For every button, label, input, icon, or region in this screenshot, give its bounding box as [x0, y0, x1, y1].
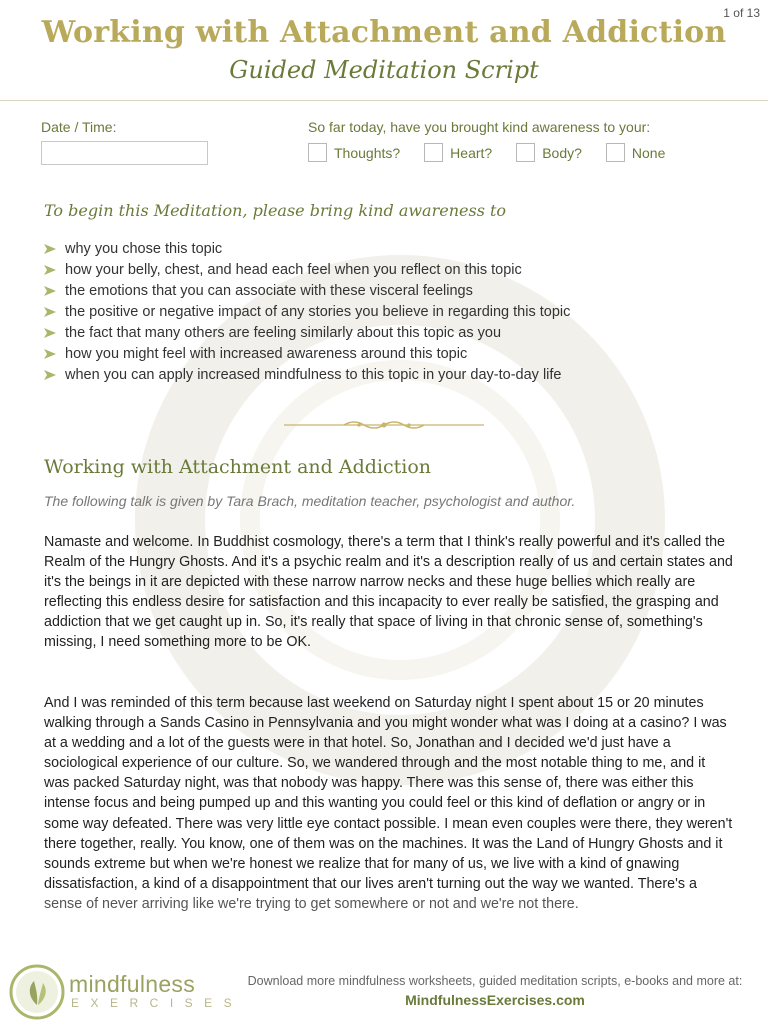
date-time-input[interactable] [41, 141, 208, 165]
paragraph-2-main: And I was reminded of this term because last weekend on Saturday night I spent about 15 or 20 minutes walking through a Sands Casino in Pennsylvania and you might wonder what was I doing at a casino? I was at a wedding and a lot of the guests were in that hotel. So, Jonathan and I decided we'd just have a sociological experience of our culture. So, we wandered through and the most notable thing to me, and it was packed Saturday night, was that nobody was happy. There was this sense of, there was either this intense focus and being pumped up and this wanting you could feel or this kind of deflation or angry or in some way defeated. There was very little eye contact possible. I mean even couples were there, they weren't there together, really. You know, one of them was on the machines. It was the Land of Hungry Ghosts and it sounds extreme but when we're honest we realize that for many of us, we live with a kind of gnawing dissatisfaction, a kind of a disappointment that our lives aren't turning out the way we wanted. There's a [44, 695, 733, 892]
checkbox-label: Body? [542, 144, 582, 161]
awareness-checkboxes [308, 143, 689, 162]
checkbox-body[interactable] [516, 143, 582, 162]
list-item-text: how you might feel with increased awareness around this topic [65, 345, 468, 362]
page-header [0, 14, 768, 86]
list-item-text: how your belly, chest, and head each feel when you reflect on this topic [65, 261, 522, 278]
awareness-list [44, 238, 570, 385]
checkbox-label: Thoughts? [334, 144, 401, 161]
awareness-question: So far today, have you brought kind awareness to your: [308, 119, 651, 135]
list-item-text: when you can apply increased mindfulness to this topic in your day-to-day life [65, 366, 562, 383]
paragraph-2-tail: sense of never arriving like we're trying to get somewhere or not and we're not there. [44, 895, 579, 912]
talk-paragraph-2 [44, 693, 734, 914]
checkbox-none[interactable] [606, 143, 665, 162]
mindfulness-logo-icon [8, 963, 66, 1021]
arrow-bullet-icon [44, 328, 56, 338]
checkbox-heart[interactable] [424, 143, 492, 162]
checkbox-box[interactable] [308, 143, 327, 162]
arrow-bullet-icon [44, 265, 56, 275]
checkbox-label: None [631, 144, 666, 161]
talk-paragraph-1: Namaste and welcome. In Buddhist cosmology, there's a term that I think's really powerful and it's called the Realm of the Hungry Ghosts. And it's a psychic realm and it's a description really of us and certain states and it's the beings in it are depicted with these narrow narrow necks and these huge bellies which really are reflecting this endless desire for satisfaction and this incapacity to ever really be satisfied, the grasping and addiction that we get caught up in. So, it's really that space of living in that chronic sense of, something's missing, I need something more to be OK. [44, 534, 733, 651]
list-item [44, 364, 570, 385]
talk-intro: The following talk is given by Tara Brach, meditation teacher, psychologist and author. [44, 493, 576, 509]
list-item-text: the emotions that you can associate with these visceral feelings [65, 282, 473, 299]
list-item [44, 301, 570, 322]
talk-title: Working with Attachment and Addiction [44, 456, 431, 478]
page-number: 1 of 13 [723, 6, 760, 20]
arrow-bullet-icon [44, 244, 56, 254]
list-item-text: the positive or negative impact of any stories you believe in regarding this topic [65, 303, 571, 320]
list-item [44, 322, 570, 343]
arrow-bullet-icon [44, 286, 56, 296]
checkbox-thoughts[interactable] [308, 143, 400, 162]
checkbox-box[interactable] [516, 143, 535, 162]
list-item [44, 280, 570, 301]
page-subtitle: Guided Meditation Script [229, 56, 539, 84]
checkbox-box[interactable] [606, 143, 625, 162]
header-divider [0, 100, 768, 101]
logo-wordmark: mindfulness [69, 971, 196, 997]
list-item [44, 238, 570, 259]
list-item-text: the fact that many others are feeling similarly about this topic as you [65, 324, 502, 341]
logo-subtitle: EXERCISES [71, 996, 244, 1010]
arrow-bullet-icon [44, 370, 56, 380]
begin-heading: To begin this Meditation, please bring kind awareness to [44, 201, 507, 220]
checkbox-label: Heart? [450, 144, 493, 161]
footer-website-link[interactable]: MindfulnessExercises.com [405, 992, 585, 1008]
footer-text: Download more mindfulness worksheets, guided meditation scripts, e-books and more at: [247, 974, 743, 988]
checkbox-box[interactable] [424, 143, 443, 162]
ornamental-divider [284, 418, 484, 432]
page-title: Working with Attachment and Addiction [41, 15, 727, 50]
date-time-label: Date / Time: [41, 119, 117, 135]
list-item [44, 343, 570, 364]
arrow-bullet-icon [44, 307, 56, 317]
arrow-bullet-icon [44, 349, 56, 359]
list-item-text: why you chose this topic [65, 240, 223, 257]
list-item [44, 259, 570, 280]
